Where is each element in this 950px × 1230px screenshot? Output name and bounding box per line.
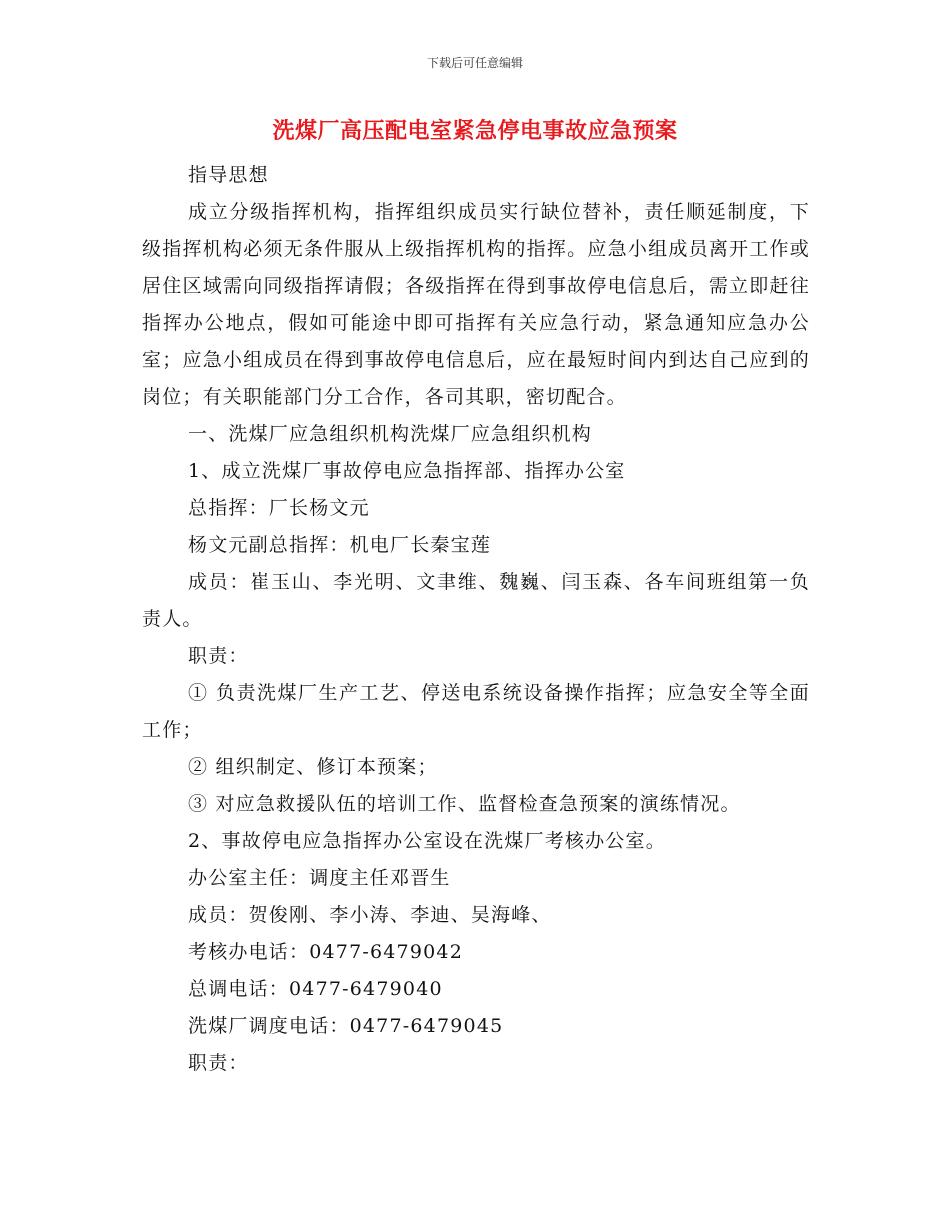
paragraph-duties-label-2: 职责： bbox=[188, 1052, 249, 1074]
section-heading-organization: 一、洗煤厂应急组织机构洗煤厂应急组织机构 bbox=[188, 423, 593, 445]
header-note: 下载后可任意编辑 bbox=[426, 56, 523, 70]
paragraph-office-director: 办公室主任：调度主任邓晋生 bbox=[188, 867, 451, 889]
paragraph-duty-2: ② 组织制定、修订本预案； bbox=[188, 756, 438, 778]
paragraph-office-members: 成员：贺俊刚、李小涛、李迪、吴海峰、 bbox=[188, 904, 552, 926]
paragraph-assessment-phone: 考核办电话：0477-6479042 bbox=[188, 941, 463, 963]
paragraph-general-dispatch-phone: 总调电话：0477-6479040 bbox=[188, 978, 443, 1000]
paragraph-members: 成员：崔玉山、李光明、文聿维、魏巍、闫玉森、各车间班组第一负责人。 bbox=[142, 571, 810, 630]
paragraph-commander: 总指挥：厂长杨文元 bbox=[188, 497, 370, 519]
document-body bbox=[142, 157, 810, 1082]
paragraph-guiding-idea: 成立分级指挥机构，指挥组织成员实行缺位替补，责任顺延制度，下级指挥机构必须无条件服从上级指挥机构的指挥。应急小组成员离开工作或居住区域需向同级指挥请假；各级指挥在得到事故停电信息后，需立即赶往指挥办公地点，假如可能途中即可指挥有关应急行动，紧急通知应急办公室；应急小组成员在得到事故停电信息后，应在最短时间内到达自己应到的岗位；有关职能部门分工合作，各司其职，密切配合。 bbox=[142, 201, 810, 408]
paragraph-command-setup: 1、成立洗煤厂事故停电应急指挥部、指挥办公室 bbox=[188, 460, 626, 482]
paragraph-duties-label: 职责： bbox=[188, 645, 249, 667]
paragraph-duty-3: ③ 对应急救援队伍的培训工作、监督检查急预案的演练情况。 bbox=[188, 793, 741, 815]
paragraph-plant-dispatch-phone: 洗煤厂调度电话：0477-6479045 bbox=[188, 1015, 504, 1037]
paragraph-office-setup: 2、事故停电应急指挥办公室设在洗煤厂考核办公室。 bbox=[188, 830, 666, 852]
paragraph-deputy-commander: 杨文元副总指挥：机电厂长秦宝莲 bbox=[188, 534, 492, 556]
document-title: 洗煤厂高压配电室紧急停电事故应急预案 bbox=[272, 119, 678, 144]
section-heading-guiding-idea: 指导思想 bbox=[188, 164, 269, 186]
paragraph-duty-1: ① 负责洗煤厂生产工艺、停送电系统设备操作指挥；应急安全等全面工作； bbox=[142, 682, 810, 741]
